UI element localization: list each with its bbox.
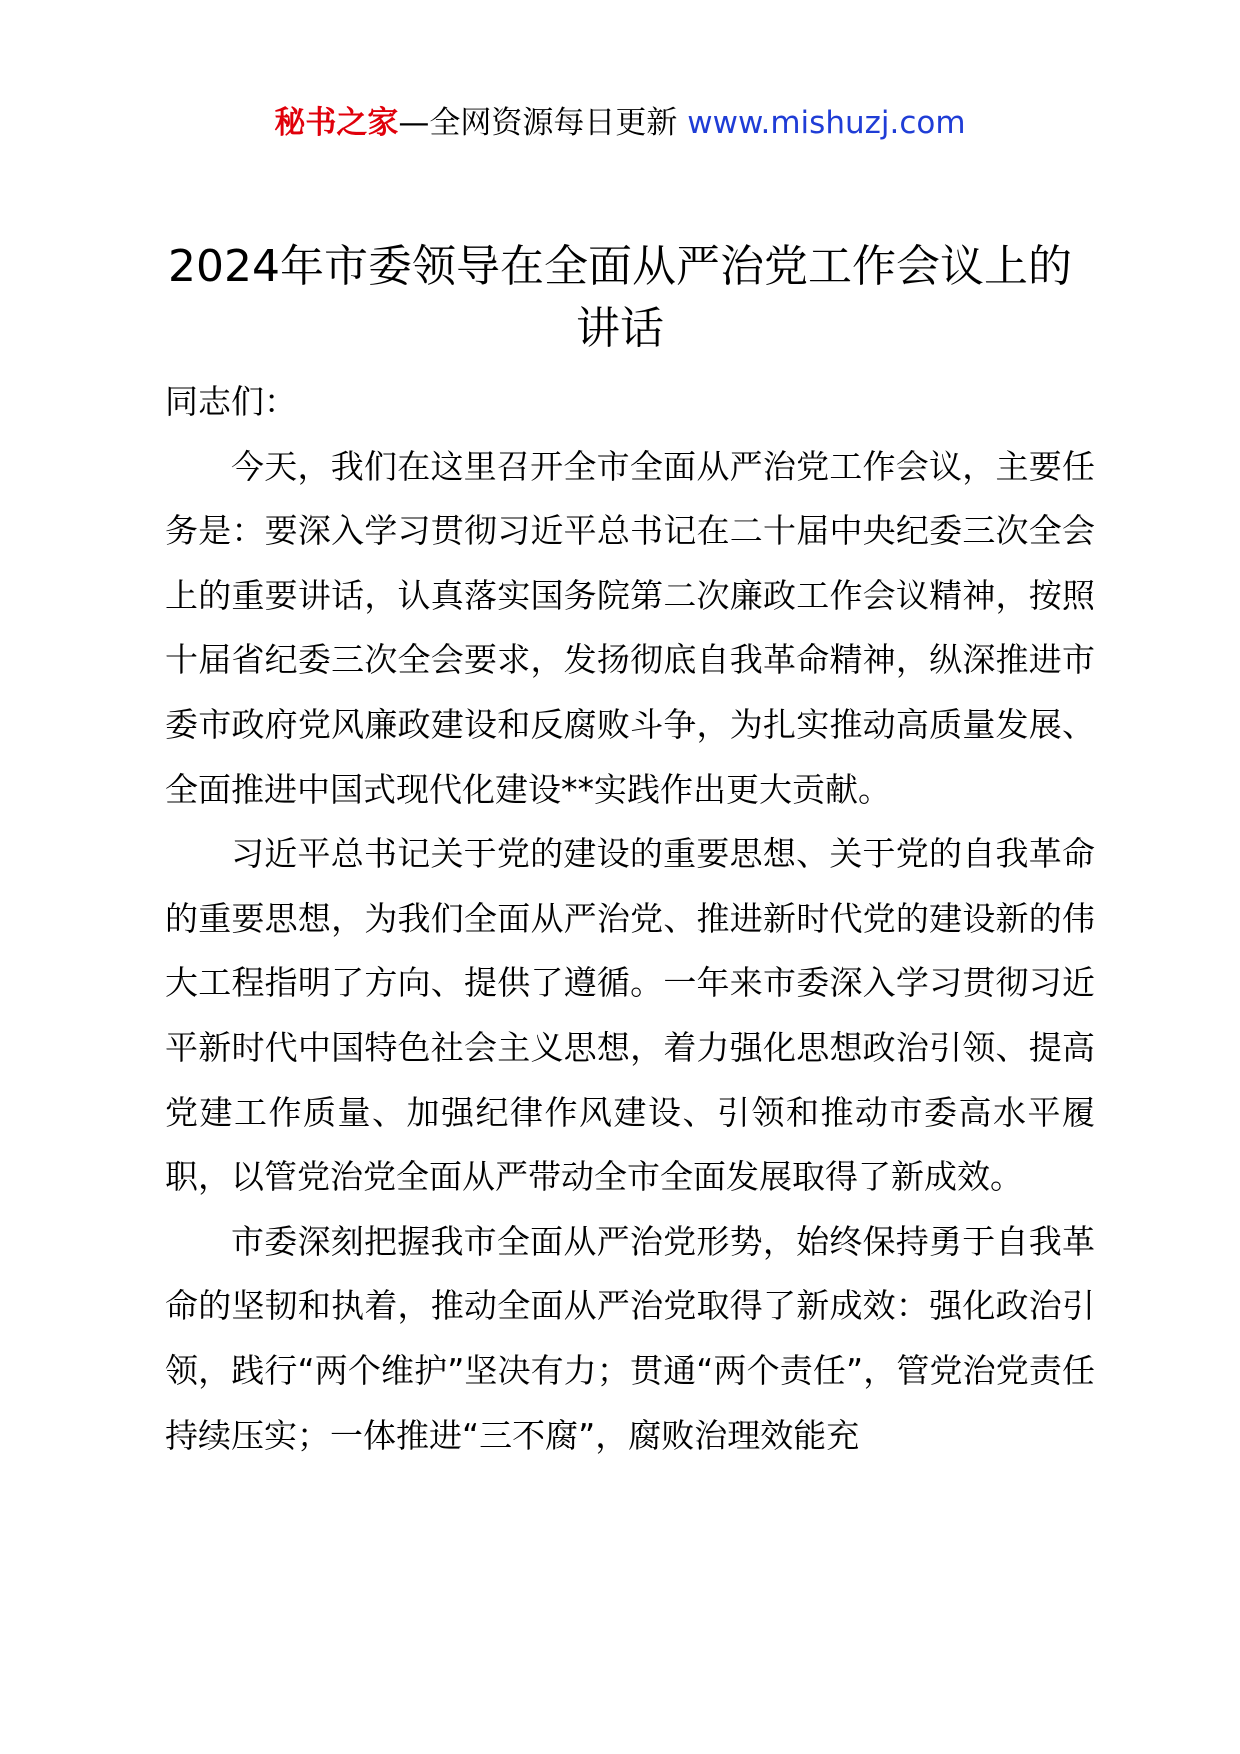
salutation: 同志们： xyxy=(165,382,297,421)
paragraph-3: 市委深刻把握我市全面从严治党形势，始终保持勇于自我革命的坚韧和执着，推动全面从严治党取得了新成效：强化政治引领，践行“两个维护”坚决有力；贯通“两个责任”，管党治党责任持续压实；一体推进“三不腐”，腐败治理效能充 xyxy=(165,1221,1095,1455)
paragraph-2: 习近平总书记关于党的建设的重要思想、关于党的自我革命的重要思想，为我们全面从严治党、推进新时代党的建设新的伟大工程指明了方向、提供了遵循。一年来市委深入学习贯彻习近平新时代中国特色社会主义思想，着力强化思想政治引领、提高党建工作质量、加强纪律作风建设、引领和推动市委高水平履职，以管党治党全面从严带动全市全面发展取得了新成效。 xyxy=(165,834,1095,1197)
document-body xyxy=(165,370,1095,1468)
site-name: 秘书之家 xyxy=(274,105,399,141)
paragraph-1: 今天，我们在这里召开全市全面从严治党工作会议，主要任务是：要深入学习贯彻习近平总书记在二十届中央纪委三次全会上的重要讲话，认真落实国务院第二次廉政工作会议精神，按照十届省纪委三次全会要求，发扬彻底自我革命精神，纵深推进市委市政府党风廉政建设和反腐败斗争，为扎实推动高质量发展、全面推进中国式现代化建设**实践作出更大贡献。 xyxy=(165,446,1095,809)
document-title: 2024年市委领导在全面从严治党工作会议上的讲话 xyxy=(168,241,1072,354)
site-tagline: —全网资源每日更新 xyxy=(398,105,688,141)
site-url-link[interactable]: www.mishuzj.com xyxy=(687,105,966,141)
site-header xyxy=(0,100,1240,146)
